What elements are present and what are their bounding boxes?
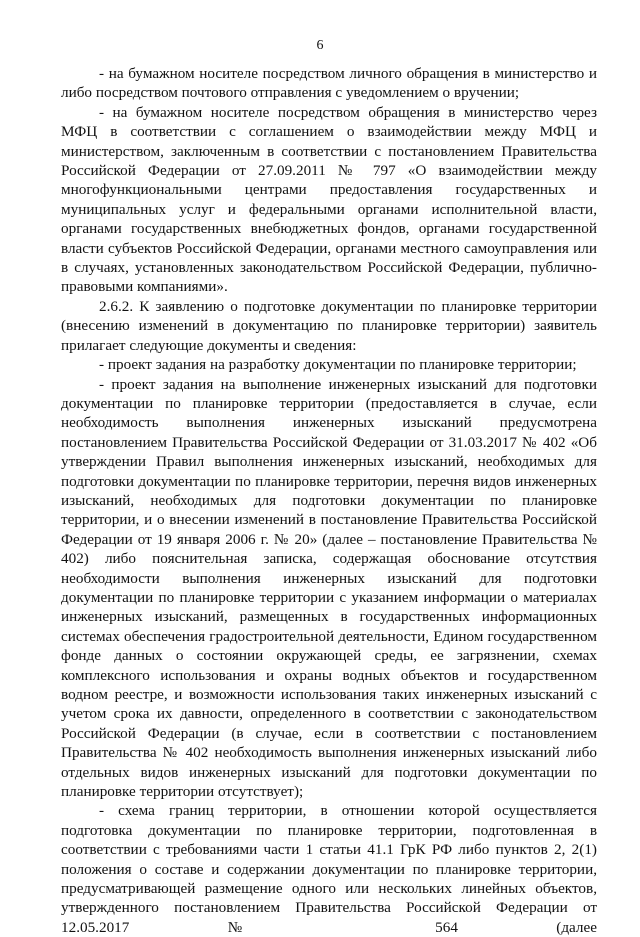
document-body bbox=[61, 64, 597, 937]
paragraph-section-2-6-2: 2.6.2. К заявлению о подготовке документации по планировке территории (внесению изменений в документацию по планировке территории) заявитель прилагает следующие документы и сведения: bbox=[61, 297, 597, 354]
paragraph-personal-submission: - на бумажном носителе посредством личного обращения в министерство и либо посредством почтового отправления с уведомлением о вручении; bbox=[61, 65, 597, 102]
page-number: 6 bbox=[316, 38, 324, 53]
paragraph-planning-task-draft: - проект задания на разработку документации по планировке территории; bbox=[99, 356, 577, 374]
paragraph-engineering-surveys: - проект задания на выполнение инженерных изысканий для подготовки документации по планировке территории (предоставляется в случае, если необходимость выполнения инженерных изысканий предусмотрена постановлением Правительства Российской Федерации от 31.03.2017 № 402 «Об утверждении Правил выполнения инженерных изысканий, необходимых для подготовки документации по планировке территории, перечня видов инженерных изысканий, необходимых для подготовки документации по планировке территории, и о внесении изменений в постановление Правительства Российской Федерации от 19 января 2006 г. № 20» (далее – постановление Правительства № 402) либо пояснительная записка, содержащая обоснование отсутствия необходимости выполнения инженерных изысканий для подготовки документации по планировке территории с указанием информации о материалах инженерных изысканий, размещенных в государственных информационных системах обеспечения градостроительной деятельности, Едином государственном фонде данных о состоянии окружающей среды, ее загрязнении, схемах комплексного использования и охраны водных объектов и государственном водном реестре, и возможности использования таких инженерных изысканий с учетом срока их давности, определенного в соответствии с законодательством Российской Федерации (в случае, если в соответствии с постановлением Правительства № 402 необходимость выполнения инженерных изысканий либо отдельных видов инженерных изысканий для подготовки документации по планировке территории отсутствует); bbox=[61, 375, 597, 801]
paragraph-mfc-submission: - на бумажном носителе посредством обращения в министерство через МФЦ в соответствии с соглашением о взаимодействии между МФЦ и министерством, заключенным в соответствии с постановлением Правительства Российской Федерации от 27.09.2011 № 797 «О взаимодействии между многофункциональными центрами предоставления государственных и муниципальных услуг и федеральными органами исполнительной власти, органами государственных внебюджетных фондов, органами государственной власти субъектов Российской Федерации, органами местного самоуправления или в случаях, установленных законодательством Российской Федерации, публично-правовыми компаниями». bbox=[61, 103, 597, 296]
paragraph-territory-boundaries-scheme: - схема границ территории, в отношении которой осуществляется подготовка документации по планировке территории, подготовленная в соответствии с требованиями части 1 статьи 41.1 ГрК РФ либо пунктов 2, 2(1) положения о составе и содержании документации по планировке территории, предусматривающей размещение одного или нескольких линейных объектов, утвержденного постановлением Правительства Российской Федерации от 12.05.2017 № 564 (далее bbox=[61, 802, 597, 936]
